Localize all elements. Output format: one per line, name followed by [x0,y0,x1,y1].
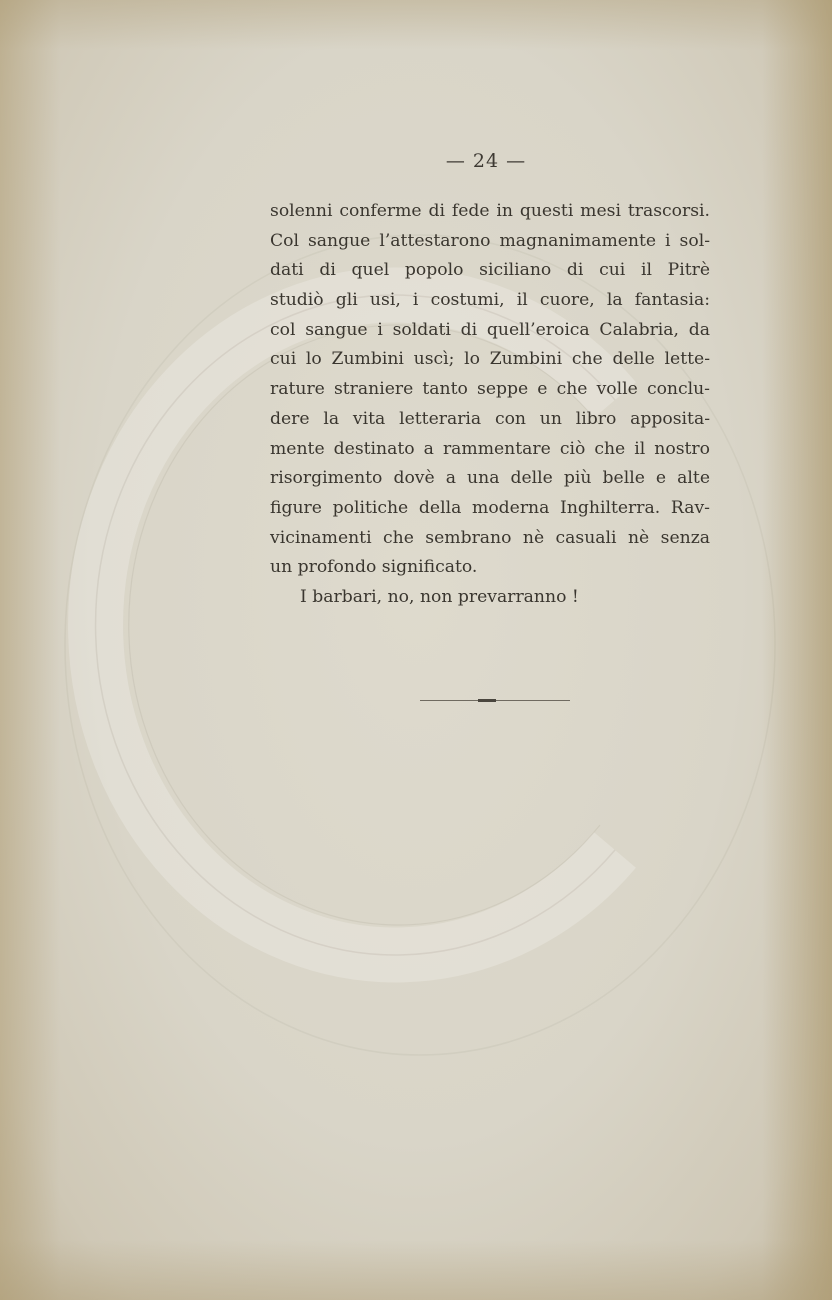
paper-edge-top [0,0,832,50]
text-line: solenni conferme di fede in questi mesi trascorsi. [270,201,710,221]
end-rule-mark [478,699,496,702]
text-line: figure politiche della moderna Inghilterra. Rav- [270,497,710,518]
text-line: cui lo Zumbini uscì; lo Zumbini che delle lette- [270,349,710,370]
text-line: vicinamenti che sembrano nè casuali nè senza [270,527,710,548]
text-line: dere la vita letteraria con un libro apposita- [270,408,710,429]
text-line: un profondo significato. [270,557,478,578]
text-line: studiò gli usi, i costumi, il cuore, la fantasia: [270,290,710,311]
page-number: — 24 — [445,150,527,172]
paper-edge-bottom [0,1240,832,1300]
text-line: mente destinato a rammentare ciò che il nostro [270,438,710,459]
body-text [270,197,710,613]
text-line: risorgimento dovè a una delle più belle e alte [270,468,710,489]
text-line: Col sangue l’attestarono magnanimamente i sol- [270,230,710,251]
closing-line: I barbari, no, non prevarranno ! [300,586,579,607]
paper-edge-left [0,0,60,1300]
text-line: col sangue i soldati di quell’eroica Calabria, da [270,319,710,340]
text-line: rature straniere tanto seppe e che volle conclu- [270,379,710,400]
text-line: dati di quel popolo siciliano di cui il Pitrè [270,260,710,281]
